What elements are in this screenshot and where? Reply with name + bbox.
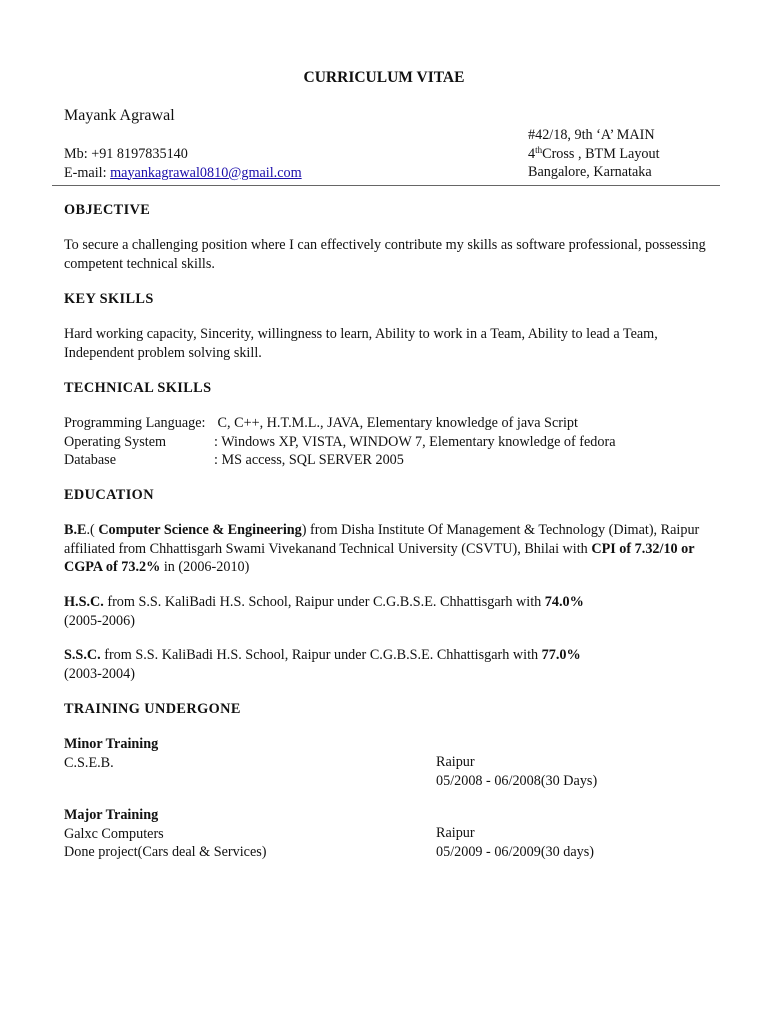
- be-branch: Computer Science & Engineering: [98, 522, 302, 538]
- email-label: E-mail:: [64, 164, 111, 181]
- major-training-block: [64, 806, 267, 862]
- minor-training-details: [436, 753, 597, 790]
- be-years: in (2006-2010): [160, 559, 250, 575]
- major-training-location: Raipur: [436, 825, 475, 841]
- training-heading: TRAINING UNDERGONE: [64, 701, 241, 717]
- major-training-project: Done project(Cars deal & Services): [64, 844, 267, 860]
- technical-skills-heading: TECHNICAL SKILLS: [64, 380, 212, 396]
- education-be: [64, 521, 704, 577]
- minor-training-dates: 05/2008 - 06/2008(30 Days): [436, 772, 598, 789]
- tech-value: : Windows XP, VISTA, WINDOW 7, Elementary knowledge of fedora: [214, 433, 616, 450]
- address-line-2-suffix: th: [535, 144, 543, 155]
- address-line-1: #42/18, 9th ‘A’ MAIN: [528, 127, 655, 143]
- address-line-2-rest: Cross , BTM Layout: [542, 145, 660, 162]
- email-line: [64, 164, 302, 183]
- major-training-details: [436, 824, 594, 861]
- tech-row-programming: [64, 414, 616, 433]
- address-line-2-number: 4: [528, 145, 536, 162]
- ssc-text: from S.S. KaliBadi H.S. School, Raipur under C.G.B.S.E. Chhattisgarh with: [100, 647, 542, 663]
- ssc-degree: S.S.C.: [64, 647, 101, 663]
- education-hsc: [64, 593, 584, 630]
- minor-training-location: Raipur: [436, 754, 475, 770]
- minor-training-block: [64, 735, 158, 772]
- tech-label: Operating System: [64, 433, 167, 450]
- education-ssc: [64, 646, 581, 683]
- ssc-score: 77.0%: [541, 647, 581, 663]
- be-text: .(: [86, 522, 99, 538]
- hsc-degree: H.S.C.: [64, 594, 104, 610]
- major-training-heading: Major Training: [64, 807, 159, 823]
- hsc-score: 74.0%: [544, 594, 584, 610]
- tech-row-os: [64, 433, 616, 452]
- header-divider: [52, 185, 720, 186]
- contact-block: [64, 145, 302, 182]
- document-title: CURRICULUM VITAE: [303, 69, 465, 86]
- address-block: [528, 126, 660, 182]
- tech-label: Programming Language:: [64, 415, 206, 431]
- major-training-dates: 05/2009 - 06/2009(30 days): [436, 843, 595, 860]
- ssc-line: [64, 646, 581, 665]
- technical-skills-list: [64, 414, 616, 470]
- be-text: ) from Disha Institute Of Management & Technology (Dimat), Raipur affiliated from Chhattisgarh Swami Vivekanand Technical University (CSVTU), Bhilai with: [64, 522, 700, 557]
- tech-row-database: [64, 451, 616, 470]
- address-line-3: Bangalore, Karnataka: [528, 164, 652, 180]
- hsc-years: (2005-2006): [64, 612, 135, 629]
- tech-value: : MS access, SQL SERVER 2005: [214, 452, 404, 468]
- minor-training-heading: Minor Training: [64, 736, 159, 752]
- hsc-line: [64, 593, 584, 612]
- candidate-name: Mayank Agrawal: [64, 107, 175, 124]
- tech-label: Database: [64, 452, 116, 468]
- address-line-2: [528, 145, 660, 164]
- minor-training-org: C.S.E.B.: [64, 754, 114, 771]
- education-heading: EDUCATION: [64, 487, 154, 503]
- key-skills-text: Hard working capacity, Sincerity, willingness to learn, Ability to work in a Team, Ability to lead a Team, Independent problem solving skill.: [64, 326, 658, 361]
- key-skills-heading: KEY SKILLS: [64, 291, 154, 307]
- be-score: CPI of 7.32/10 or CGPA of 73.2%: [64, 540, 695, 575]
- objective-text: To secure a challenging position where I can effectively contribute my skills as software professional, possessing competent technical skills.: [64, 237, 706, 272]
- be-degree: B.E: [64, 522, 87, 538]
- objective-heading: OBJECTIVE: [64, 202, 151, 218]
- hsc-text: from S.S. KaliBadi H.S. School, Raipur under C.G.B.S.E. Chhattisgarh with: [103, 594, 545, 610]
- email-link[interactable]: mayankagrawal0810@gmail.com: [110, 164, 302, 181]
- major-training-org: Galxc Computers: [64, 825, 164, 842]
- tech-value: C, C++, H.T.M.L., JAVA, Elementary knowledge of java Script: [214, 415, 578, 431]
- mobile-number: Mb: +91 8197835140: [64, 146, 188, 162]
- ssc-years: (2003-2004): [64, 665, 135, 682]
